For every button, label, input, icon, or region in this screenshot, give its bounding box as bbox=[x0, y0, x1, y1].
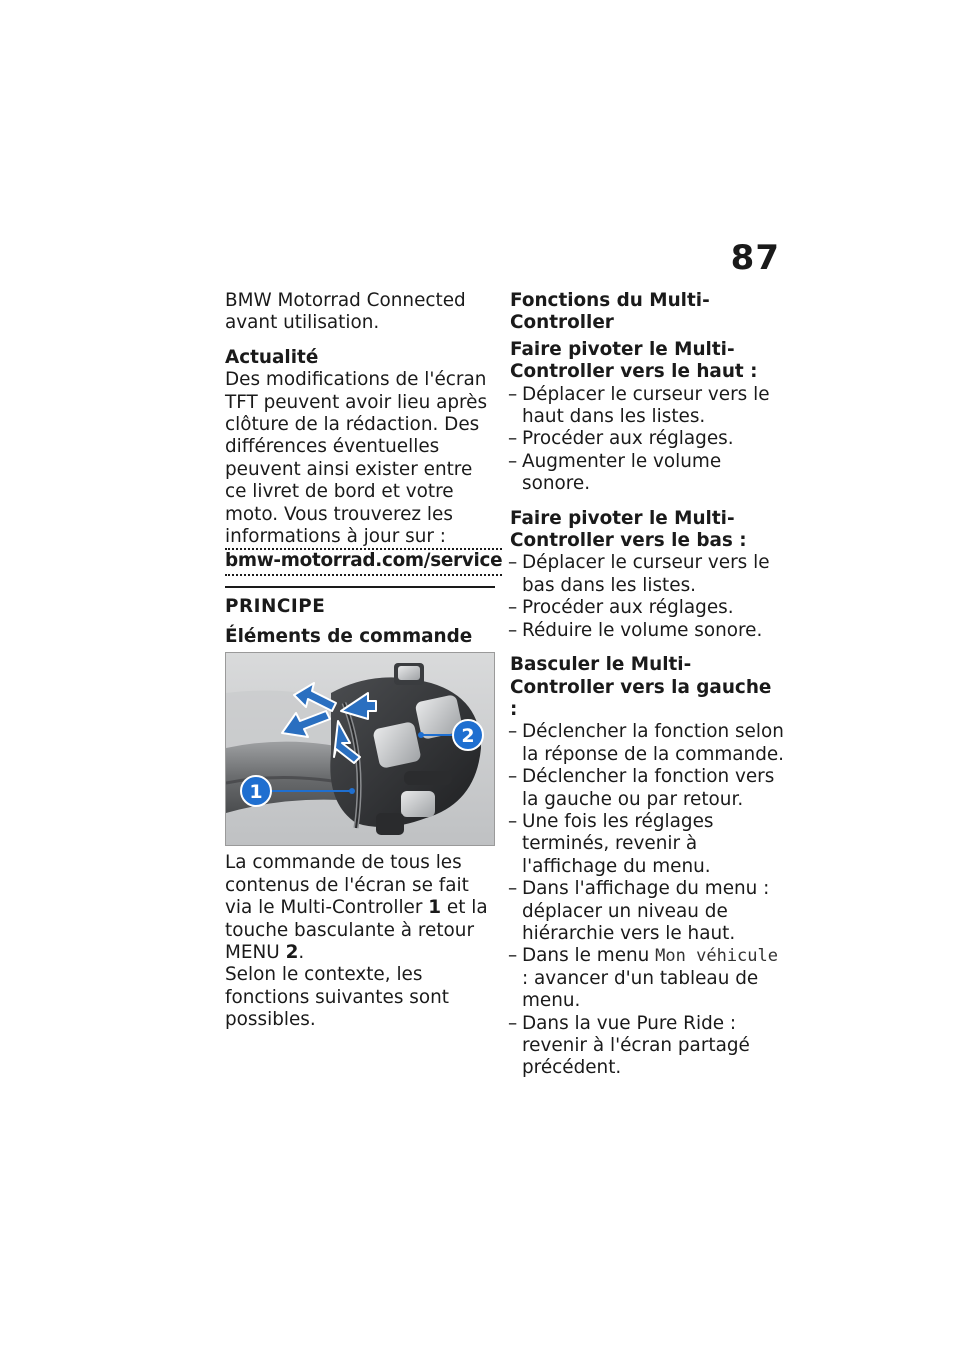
caption-text-1: La commande de tous les contenus de l'écran se fait via le Multi-Controller bbox=[225, 852, 469, 919]
right-column bbox=[510, 290, 785, 1080]
callout-1-label: 1 bbox=[249, 781, 263, 804]
list-item: – Dans l'affichage du menu : déplacer un niveau de hiérarchie vers le haut. bbox=[508, 878, 770, 944]
caption-extra: Selon le contexte, les fonctions suivantes sont possibles. bbox=[225, 964, 449, 1031]
caption-ref-2: 2 bbox=[285, 941, 299, 963]
chapter-heading: PRINCIPE bbox=[225, 595, 326, 617]
list-item: – Réduire le volume sonore. bbox=[508, 619, 763, 641]
figure-caption bbox=[225, 852, 495, 964]
tilt-left-list bbox=[510, 721, 785, 1080]
section-heading: Éléments de commande bbox=[225, 625, 473, 647]
news-text: Des modifications de l'écran TFT peuvent avoir lieu après clôture de la rédaction. Des différences éventuelles peuvent ainsi exister entre ce livret de bord et votre moto. Vous trouverez les informations à jour sur : bbox=[225, 369, 488, 548]
list-item: – Déclencher la fonction vers la gauche ou par retour. bbox=[508, 766, 775, 810]
list-item: – Une fois les réglages terminés, revenir à l'affichage du menu. bbox=[508, 810, 714, 877]
left-column bbox=[225, 290, 503, 1032]
handlebar-illustration bbox=[226, 653, 494, 845]
list-item: – Déclencher la fonction selon la réponse de la commande. bbox=[508, 721, 785, 765]
rotate-down-list bbox=[510, 552, 785, 642]
list-item: – Procéder aux réglages. bbox=[508, 428, 734, 450]
menu-name: Mon véhicule bbox=[655, 946, 778, 967]
callout-2-label: 2 bbox=[461, 725, 475, 748]
functions-heading: Fonctions du Multi-Controller bbox=[510, 290, 710, 334]
section-divider bbox=[225, 586, 495, 588]
list-item: – Dans le menu Mon véhicule : avancer d'un tableau de menu. bbox=[508, 945, 778, 1012]
intro-text: BMW Motorrad Connected avant utilisation. bbox=[225, 290, 466, 334]
rotate-up-heading: Faire pivoter le Multi-Controller vers le haut : bbox=[510, 338, 758, 383]
news-heading: Actualité bbox=[225, 346, 319, 368]
list-item: – Procéder aux réglages. bbox=[508, 597, 734, 619]
list-item: – Déplacer le curseur vers le bas dans les listes. bbox=[508, 552, 770, 596]
rotate-down-heading: Faire pivoter le Multi-Controller vers le bas : bbox=[510, 507, 747, 552]
caption-text-2: et la touche basculante à retour MENU bbox=[225, 897, 488, 963]
rotate-up-list bbox=[510, 384, 785, 496]
caption-text-3: . bbox=[298, 941, 305, 963]
list-item: – Augmenter le volume sonore. bbox=[508, 450, 722, 495]
service-link[interactable]: bmw-motorrad.com/service bbox=[225, 548, 502, 575]
page-number: 87 bbox=[730, 238, 780, 278]
caption-ref-1: 1 bbox=[428, 897, 442, 919]
tilt-left-heading: Basculer le Multi-Controller vers la gauche : bbox=[510, 654, 772, 720]
list-item: – Dans la vue Pure Ride : revenir à l'écran partagé précédent. bbox=[508, 1012, 750, 1079]
controls-figure bbox=[225, 652, 495, 846]
list-item: – Déplacer le curseur vers le haut dans les listes. bbox=[508, 383, 770, 428]
